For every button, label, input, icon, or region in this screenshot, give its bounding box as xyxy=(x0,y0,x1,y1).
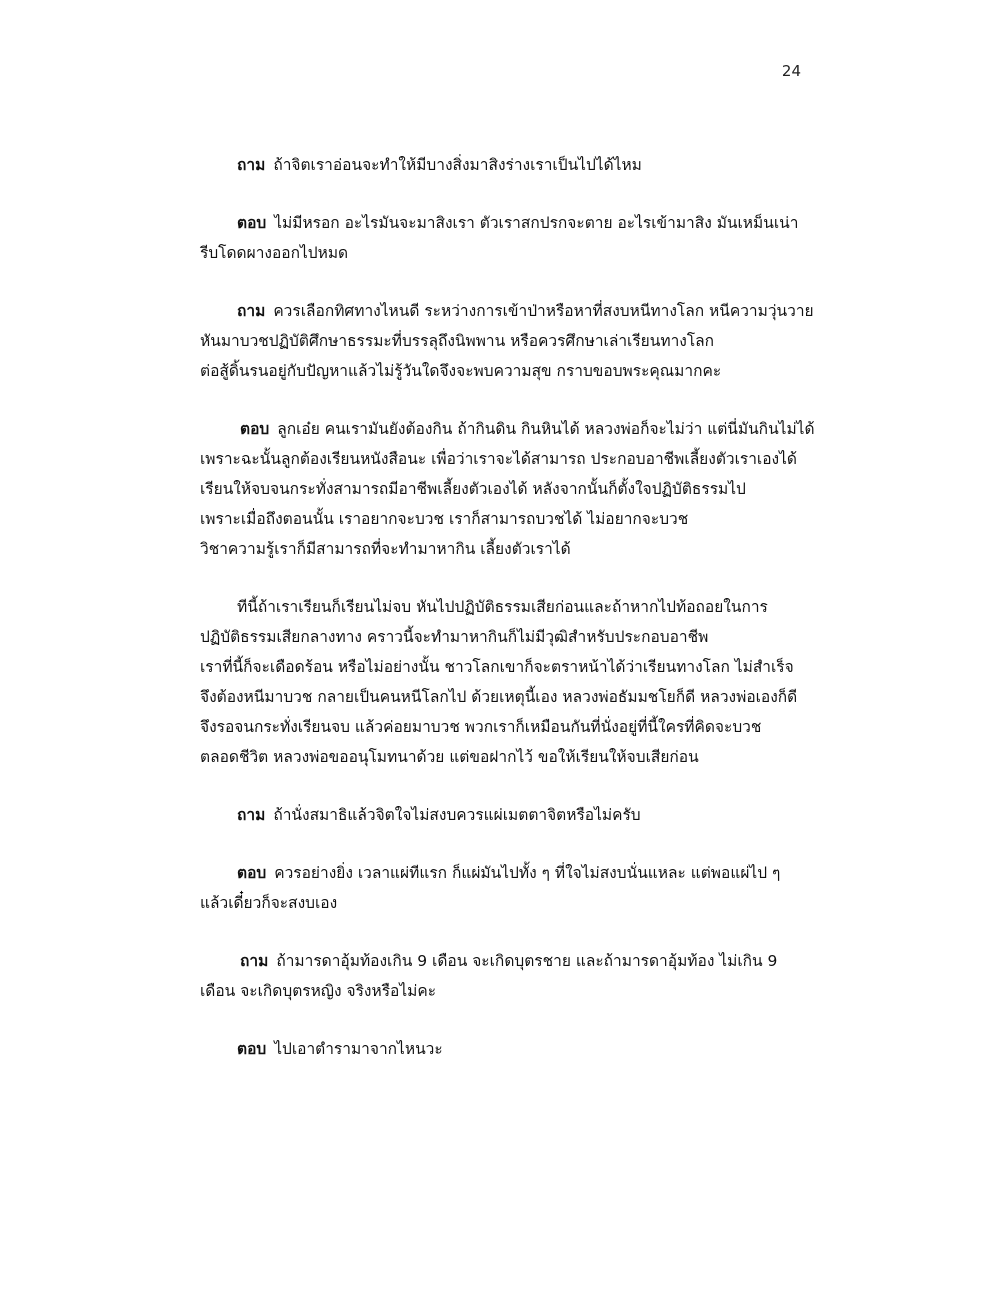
question-block xyxy=(200,800,810,830)
paragraph-line: จึงต้องหนีมาบวช กลายเป็นคนหนีโลกไป ด้วยเหตุนี้เอง หลวงพ่อธัมมชโยก็ดี หลวงพ่อเองก็ดี xyxy=(200,688,798,706)
paragraph-line: ทีนี้ถ้าเราเรียนก็เรียนไม่จบ หันไปปฏิบัติธรรมเสียก่อนและถ้าหากไปท้อถอยในการ xyxy=(237,598,768,616)
paragraph-line: เราที่นี้ก็จะเดือดร้อน หรือไม่อย่างนั้น ชาวโลกเขาก็จะตราหน้าได้ว่าเรียนทางโลก ไม่สำเร็จ xyxy=(200,658,794,676)
paragraph-line: จึงรอจนกระทั่งเรียนจบ แล้วค่อยมาบวช พวกเราก็เหมือนกันที่นั่งอยู่ที่นี้ใครที่คิดจะบวช xyxy=(200,718,762,736)
paragraph-line: วิชาความรู้เราก็มีสามารถที่จะทำมาหากิน เลี้ยงตัวเราได้ xyxy=(200,540,571,558)
line-text: ไม่มีหรอก อะไรมันจะมาสิงเรา ตัวเราสกปรกจะตาย อะไรเข้ามาสิง มันเหม็นเน่า xyxy=(274,214,799,232)
question-block xyxy=(200,150,810,180)
question-label: ถาม xyxy=(237,302,266,320)
line-text: ลูกเอ๋ย คนเรามันยังต้องกิน ถ้ากินดิน กินหินได้ หลวงพ่อก็จะไม่ว่า แต่นี่มันกินไม่ได้ xyxy=(277,420,815,438)
document-body xyxy=(200,150,815,1064)
line-text: ถ้ามารดาอุ้มท้องเกิน 9 เดือน จะเกิดบุตรชาย และถ้ามารดาอุ้มท้อง ไม่เกิน 9 xyxy=(276,952,778,970)
paragraph-line xyxy=(200,150,810,180)
question-label: ถาม xyxy=(240,952,269,970)
paragraph-line: เพราะฉะนั้นลูกต้องเรียนหนังสือนะ เพื่อว่าเราจะได้สามารถ ประกอบอาชีพเลี้ยงตัวเราเองได้ xyxy=(200,450,797,468)
answer-label: ตอบ xyxy=(237,864,267,882)
answer-label: ตอบ xyxy=(237,1040,267,1058)
question-label: ถาม xyxy=(237,156,266,174)
paragraph-line xyxy=(200,414,815,444)
paragraph-line xyxy=(200,800,810,830)
answer-block xyxy=(200,858,810,918)
line-text: ควรอย่างยิ่ง เวลาแผ่ทีแรก ก็แผ่มันไปทั้ง ๆ ที่ใจไม่สงบนั่นแหละ แต่พอแผ่ไป ๆ xyxy=(274,864,781,882)
line-text: ควรเลือกทิศทางไหนดี ระหว่างการเข้าป่าหรือหาที่สงบหนีทางโลก หนีความวุ่นวาย xyxy=(273,302,814,320)
paragraph-line xyxy=(200,946,810,976)
line-text: ถ้าจิตเราอ่อนจะทำให้มีบางสิ่งมาสิงร่างเราเป็นไปได้ไหม xyxy=(273,156,642,174)
paragraph-line xyxy=(200,1034,810,1064)
answer-label: ตอบ xyxy=(240,420,270,438)
answer-label: ตอบ xyxy=(237,214,267,232)
paragraph-line: รีบโดดผางออกไปหมด xyxy=(200,244,349,262)
question-block xyxy=(200,296,814,386)
page-number: 24 xyxy=(781,62,801,80)
paragraph-line xyxy=(200,296,814,326)
question-block xyxy=(200,946,810,1006)
paragraph-line: เพราะเมื่อถึงตอนนั้น เราอยากจะบวช เราก็สามารถบวชได้ ไม่อยากจะบวช xyxy=(200,510,689,528)
question-label: ถาม xyxy=(237,806,266,824)
answer-block xyxy=(200,414,815,564)
line-text: ถ้านั่งสมาธิแล้วจิตใจไม่สงบควรแผ่เมตตาจิตหรือไม่ครับ xyxy=(273,806,641,824)
paragraph-line: หันมาบวชปฏิบัติศึกษาธรรมะที่บรรลุถึงนิพพาน หรือควรศึกษาเล่าเรียนทางโลก xyxy=(200,332,715,350)
paragraph-line: ปฏิบัติธรรมเสียกลางทาง คราวนี้จะทำมาหากินก็ไม่มีวุฒิสำหรับประกอบอาชีพ xyxy=(200,628,709,646)
paragraph-line: แล้วเดี๋ยวก็จะสงบเอง xyxy=(200,894,338,912)
paragraph-line xyxy=(200,208,810,238)
paragraph-line: ตลอดชีวิต หลวงพ่อขออนุโมทนาด้วย แต่ขอฝากไว้ ขอให้เรียนให้จบเสียก่อน xyxy=(200,748,699,766)
answer-block xyxy=(200,208,810,268)
line-text: ไปเอาตำรามาจากไหนวะ xyxy=(274,1040,443,1058)
answer-continuation-block xyxy=(200,592,810,772)
paragraph-line xyxy=(200,858,810,888)
paragraph-line: เดือน จะเกิดบุตรหญิง จริงหรือไม่คะ xyxy=(200,982,437,1000)
answer-block xyxy=(200,1034,810,1064)
paragraph-line: ต่อสู้ดิ้นรนอยู่กับปัญหาแล้วไม่รู้วันใดจึงจะพบความสุข กราบขอบพระคุณมากคะ xyxy=(200,362,722,380)
paragraph-line: เรียนให้จบจนกระทั่งสามารถมีอาชีพเลี้ยงตัวเองได้ หลังจากนั้นก็ตั้งใจปฏิบัติธรรมไป xyxy=(200,480,746,498)
